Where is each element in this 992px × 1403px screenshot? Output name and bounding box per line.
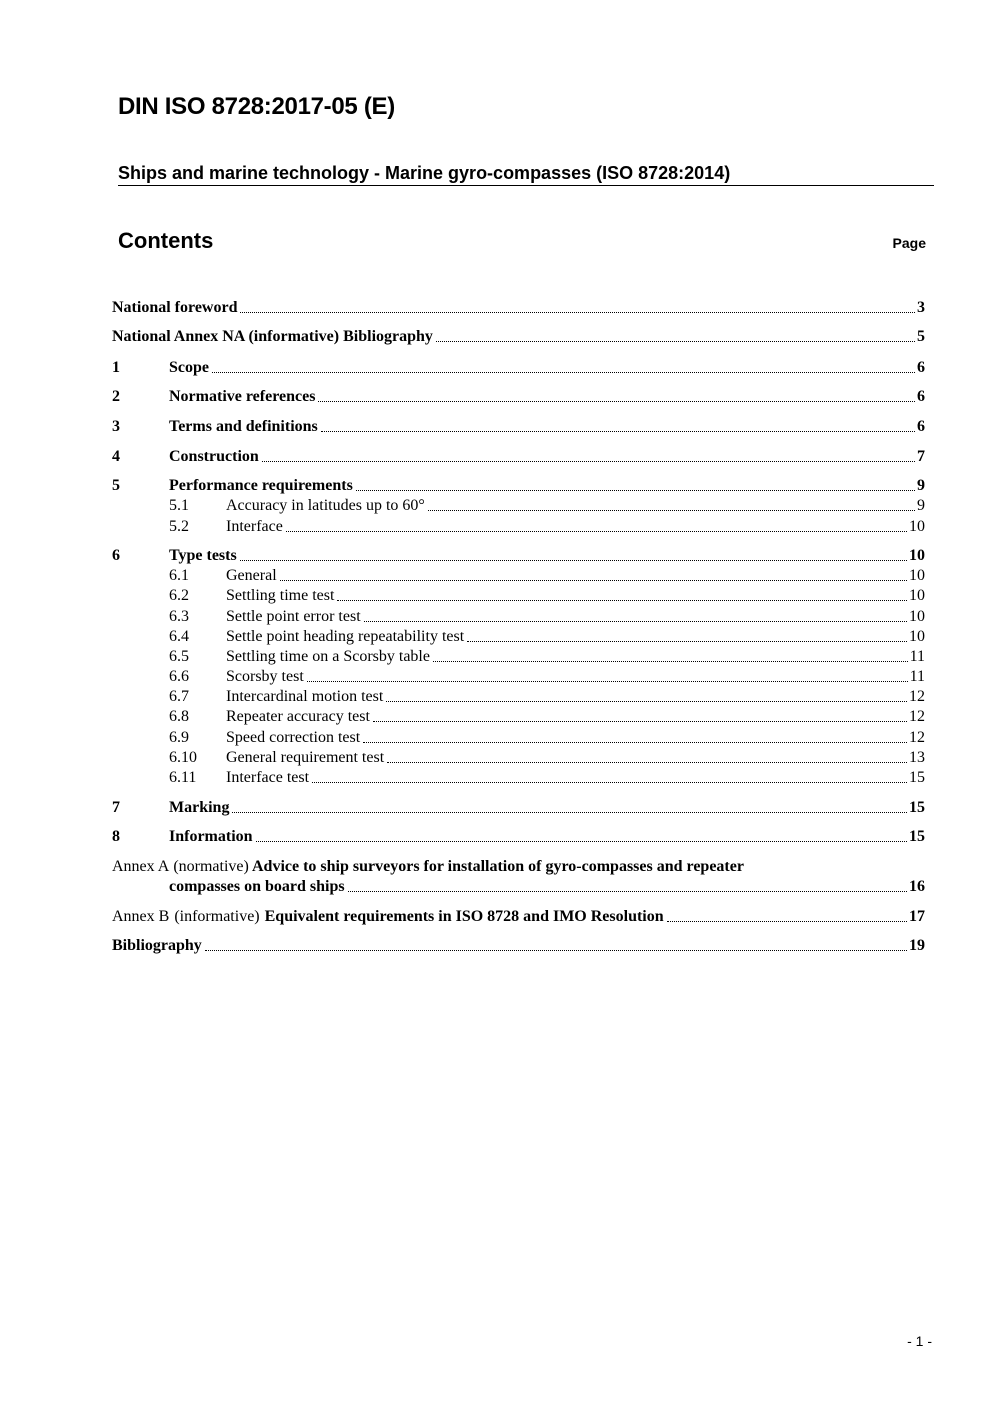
toc-entry-section-5[interactable] xyxy=(112,476,925,495)
toc-leader-dots xyxy=(262,461,915,462)
toc-annex-type: (normative) xyxy=(173,858,249,875)
toc-entry-label: National foreword xyxy=(112,299,238,316)
toc-entry-number: 5.1 xyxy=(169,497,189,514)
toc-leader-dots xyxy=(212,372,915,373)
toc-entry-number: 6.5 xyxy=(169,648,189,665)
toc-entry-label: Speed correction test xyxy=(226,729,361,746)
toc-entry-label: Construction xyxy=(169,448,259,465)
toc-entry-number: 5.2 xyxy=(169,518,189,535)
toc-entry-page: 10 xyxy=(909,567,925,584)
toc-leader-dots xyxy=(240,560,907,561)
toc-entry-section-5-2[interactable] xyxy=(169,517,925,536)
toc-entry-label: Scope xyxy=(169,359,209,376)
toc-entry-label: Bibliography xyxy=(112,937,202,954)
toc-entry-page: 6 xyxy=(917,359,925,376)
toc-leader-dots xyxy=(312,782,907,783)
toc-leader-dots xyxy=(356,490,915,491)
page-column-heading: Page xyxy=(892,235,926,251)
toc-entry-page: 3 xyxy=(917,299,925,316)
toc-entry-number: 6.10 xyxy=(169,749,197,766)
toc-entry-section-6-3[interactable] xyxy=(169,607,925,626)
toc-entry-section-5-1[interactable] xyxy=(169,496,925,515)
toc-entry-label: General xyxy=(226,567,277,584)
toc-entry-number: 2 xyxy=(112,388,120,405)
toc-entry-section-6-6[interactable] xyxy=(169,667,925,686)
toc-leader-dots xyxy=(337,600,907,601)
toc-leader-dots xyxy=(363,742,907,743)
toc-entry-section-6[interactable] xyxy=(112,546,925,565)
toc-entry-page: 12 xyxy=(909,708,925,725)
toc-entry-number: 6 xyxy=(112,547,120,564)
toc-entry-number: 3 xyxy=(112,418,120,435)
toc-entry-label: Settle point error test xyxy=(226,608,361,625)
toc-leader-dots xyxy=(286,531,907,532)
toc-leader-dots xyxy=(280,580,907,581)
contents-heading: Contents xyxy=(118,228,214,253)
toc-entry-number: 6.3 xyxy=(169,608,189,625)
toc-entry-page: 6 xyxy=(917,418,925,435)
toc-leader-dots xyxy=(428,510,915,511)
toc-leader-dots xyxy=(240,312,915,313)
toc-entry-page: 7 xyxy=(917,448,925,465)
toc-entry-section-6-9[interactable] xyxy=(169,728,925,747)
toc-entry-annex-a-continuation[interactable] xyxy=(169,877,925,896)
toc-leader-dots xyxy=(386,701,907,702)
toc-entry-label: Advice to ship surveyors for installation of gyro-compasses and repeater xyxy=(251,858,744,875)
toc-entry-section-8[interactable] xyxy=(112,827,925,846)
toc-entry-label: Type tests xyxy=(169,547,237,564)
toc-entry-section-6-8[interactable] xyxy=(169,707,925,726)
toc-entry-label: Scorsby test xyxy=(226,668,304,685)
toc-entry-page: 10 xyxy=(909,608,925,625)
toc-entry-number: 6.11 xyxy=(169,769,197,786)
toc-entry-label: General requirement test xyxy=(226,749,385,766)
toc-entry-section-6-7[interactable] xyxy=(169,687,925,706)
toc-entry-page: 9 xyxy=(917,477,925,494)
toc-entry-page: 17 xyxy=(909,908,925,925)
toc-entry-section-3[interactable] xyxy=(112,417,925,436)
toc-entry-section-1[interactable] xyxy=(112,358,925,377)
toc-leader-dots xyxy=(321,431,915,432)
toc-leader-dots xyxy=(436,341,915,342)
toc-entry-label: Settle point heading repeatability test xyxy=(226,628,465,645)
toc-entry-number: 6.4 xyxy=(169,628,189,645)
toc-entry-label: Interface xyxy=(226,518,283,535)
toc-leader-dots xyxy=(256,841,907,842)
toc-entry-bibliography[interactable] xyxy=(112,936,925,955)
toc-entry-label: Interface test xyxy=(226,769,310,786)
toc-entry-page: 10 xyxy=(909,587,925,604)
toc-entry-page: 15 xyxy=(909,799,925,816)
toc-annex-prefix: Annex B xyxy=(112,908,170,925)
toc-leader-dots xyxy=(348,891,907,892)
toc-entry-label: Repeater accuracy test xyxy=(226,708,370,725)
toc-entry-page: 11 xyxy=(909,648,925,665)
toc-leader-dots xyxy=(318,401,915,402)
toc-entry-label: Settling time test xyxy=(226,587,335,604)
toc-entry-section-6-5[interactable] xyxy=(169,647,925,666)
toc-leader-dots xyxy=(667,921,907,922)
toc-leader-dots xyxy=(467,641,907,642)
toc-entry-label: Settling time on a Scorsby table xyxy=(226,648,430,665)
toc-entry-number: 6.9 xyxy=(169,729,189,746)
toc-entry-label: Intercardinal motion test xyxy=(226,688,384,705)
toc-entry-label: Equivalent requirements in ISO 8728 and IMO Resolution xyxy=(264,908,664,925)
toc-entry-page: 6 xyxy=(917,388,925,405)
toc-entry-page: 10 xyxy=(909,518,925,535)
toc-entry-national-annex[interactable] xyxy=(112,327,925,346)
toc-entry-number: 6.7 xyxy=(169,688,189,705)
toc-entry-annex-a[interactable] xyxy=(112,857,744,876)
toc-leader-dots xyxy=(373,721,907,722)
toc-entry-page: 16 xyxy=(909,878,925,895)
toc-entry-annex-b[interactable] xyxy=(112,907,925,926)
toc-leader-dots xyxy=(364,621,907,622)
toc-leader-dots xyxy=(387,762,907,763)
toc-entry-page: 11 xyxy=(909,668,925,685)
toc-entry-page: 10 xyxy=(909,628,925,645)
toc-entry-label: compasses on board ships xyxy=(169,878,345,895)
toc-entry-section-6-1[interactable] xyxy=(169,566,925,585)
toc-entry-section-6-11[interactable] xyxy=(169,768,925,787)
toc-entry-number: 6.6 xyxy=(169,668,189,685)
toc-leader-dots xyxy=(433,661,908,662)
toc-entry-page: 12 xyxy=(909,688,925,705)
toc-entry-section-2[interactable] xyxy=(112,387,925,406)
document-subtitle: Ships and marine technology - Marine gyro-compasses (ISO 8728:2014) xyxy=(118,163,934,186)
toc-entry-page: 19 xyxy=(909,937,925,954)
toc-entry-number: 6.8 xyxy=(169,708,189,725)
toc-entry-page: 9 xyxy=(917,497,925,514)
footer-page-number: - 1 - xyxy=(907,1333,932,1349)
toc-entry-label: Accuracy in latitudes up to 60° xyxy=(226,497,425,514)
toc-leader-dots xyxy=(307,681,908,682)
toc-entry-section-6-4[interactable] xyxy=(169,627,925,646)
toc-entry-label: Performance requirements xyxy=(169,477,353,494)
toc-entry-page: 5 xyxy=(917,328,925,345)
toc-entry-label: Normative references xyxy=(169,388,316,405)
toc-entry-label: Marking xyxy=(169,799,230,816)
toc-entry-number: 5 xyxy=(112,477,120,494)
toc-leader-dots xyxy=(205,950,907,951)
toc-entry-number: 7 xyxy=(112,799,120,816)
toc-entry-label: National Annex NA (informative) Bibliography xyxy=(112,328,433,345)
toc-entry-page: 10 xyxy=(909,547,925,564)
toc-entry-section-4[interactable] xyxy=(112,447,925,466)
toc-entry-number: 4 xyxy=(112,448,120,465)
toc-entry-section-7[interactable] xyxy=(112,798,925,817)
document-title: DIN ISO 8728:2017-05 (E) xyxy=(118,93,395,120)
toc-entry-number: 6.2 xyxy=(169,587,189,604)
toc-entry-section-6-2[interactable] xyxy=(169,586,925,605)
toc-entry-number: 6.1 xyxy=(169,567,189,584)
toc-entry-page: 13 xyxy=(909,749,925,766)
toc-annex-type: (informative) xyxy=(174,908,260,925)
toc-entry-number: 8 xyxy=(112,828,120,845)
toc-entry-label: Terms and definitions xyxy=(169,418,318,435)
toc-entry-label: Information xyxy=(169,828,253,845)
toc-entry-national-foreword[interactable] xyxy=(112,298,925,317)
toc-entry-number: 1 xyxy=(112,359,120,376)
toc-annex-prefix: Annex A xyxy=(112,858,170,875)
toc-entry-page: 12 xyxy=(909,729,925,746)
toc-leader-dots xyxy=(232,812,907,813)
toc-entry-page: 15 xyxy=(909,769,925,786)
toc-entry-section-6-10[interactable] xyxy=(169,748,925,767)
toc-entry-page: 15 xyxy=(909,828,925,845)
